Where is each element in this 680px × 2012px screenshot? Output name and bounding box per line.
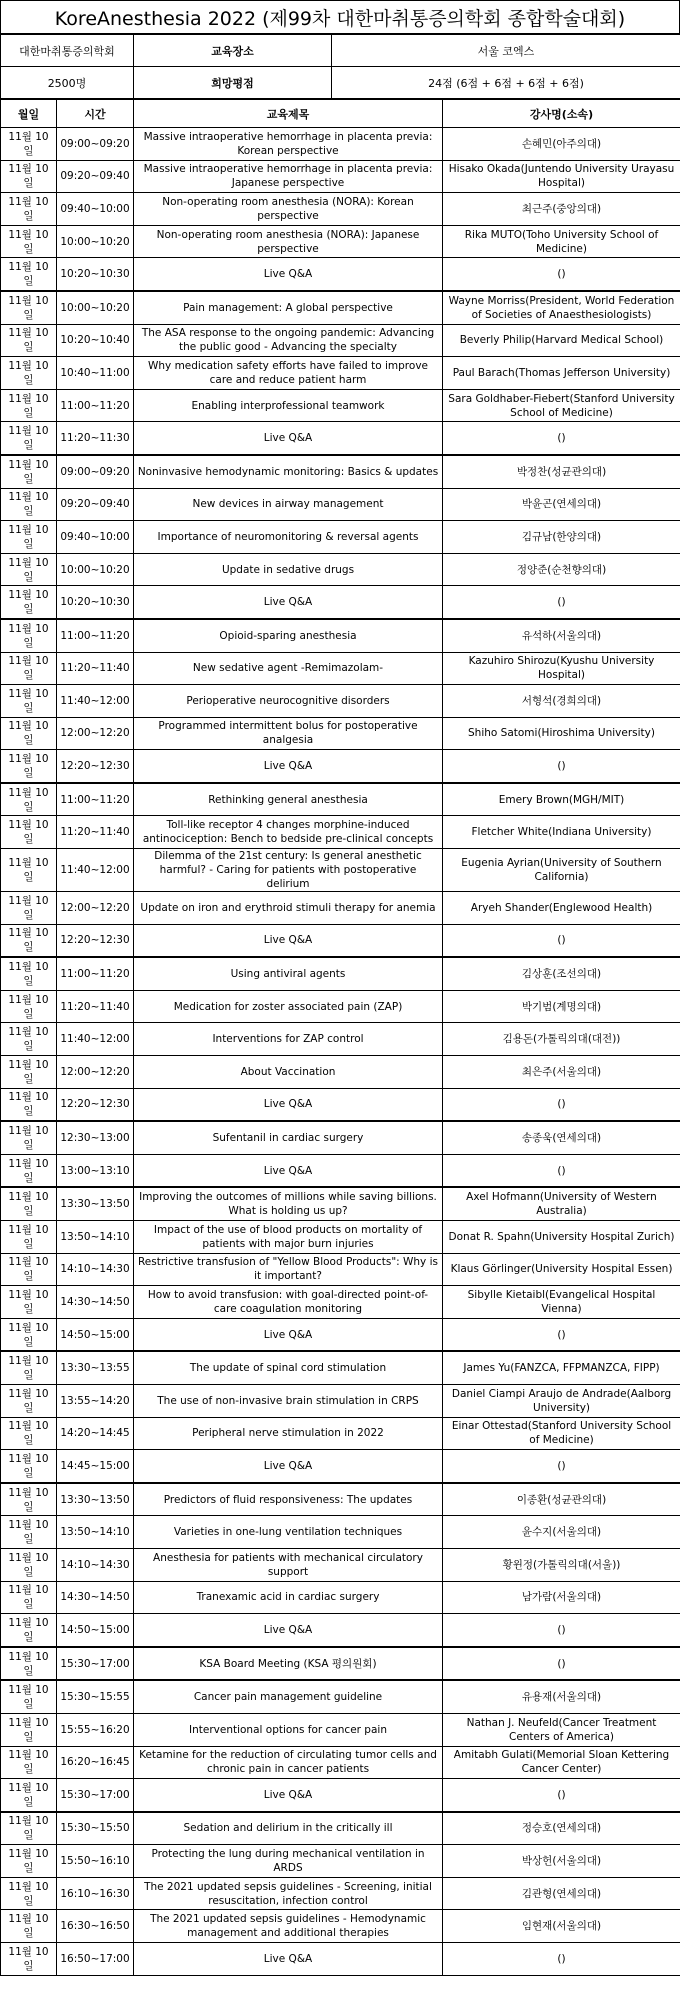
date-cell: 11월 10일 [1,892,57,925]
table-row [1,750,680,783]
info-table [0,34,680,99]
speaker-cell: James Yu(FANZCA, FFPMANZCA, FIPP) [443,1351,680,1384]
speaker-cell: Donat R. Spahn(University Hospital Zurich) [443,1221,680,1254]
date-cell: 11월 10일 [1,1450,57,1483]
table-row [1,1253,680,1286]
speaker-cell: 박상헌(서울의대) [443,1845,680,1878]
date-cell: 11월 10일 [1,1812,57,1845]
session-title-cell: Live Q&A [134,1318,443,1351]
session-title-cell: New devices in airway management [134,488,443,521]
table-row [1,816,680,849]
session-title-cell: Live Q&A [134,586,443,619]
table-row [1,193,680,226]
table-row [1,924,680,957]
time-cell: 13:50~14:10 [57,1516,134,1549]
table-row [1,1845,680,1878]
time-cell: 12:20~12:30 [57,1088,134,1121]
date-cell: 11월 10일 [1,750,57,783]
session-title-cell: Ketamine for the reduction of circulating tumor cells and chronic pain in cancer patients [134,1746,443,1779]
time-cell: 09:20~09:40 [57,160,134,193]
speaker-cell: 최근주(중앙의대) [443,193,680,226]
speaker-cell: 유용재(서울의대) [443,1680,680,1713]
session-title-cell: Pain management: A global perspective [134,291,443,324]
session-title-cell: Medication for zoster associated pain (ZAP) [134,990,443,1023]
session-title-cell: Live Q&A [134,1154,443,1187]
speaker-cell: 황윈정(가톨릭의대(서울)) [443,1548,680,1581]
table-row [1,1910,680,1943]
session-title-cell: Live Q&A [134,750,443,783]
time-cell: 11:00~11:20 [57,957,134,990]
session-title-cell: Live Q&A [134,422,443,455]
session-title-cell: Non-operating room anesthesia (NORA): Korean perspective [134,193,443,226]
time-cell: 16:20~16:45 [57,1746,134,1779]
credit-label: 희망평점 [134,67,332,99]
table-row [1,717,680,750]
date-cell: 11월 10일 [1,1877,57,1910]
speaker-cell: 남가람(서울의대) [443,1581,680,1614]
time-cell: 14:45~15:00 [57,1450,134,1483]
date-cell: 11월 10일 [1,1910,57,1943]
date-cell: 11월 10일 [1,1351,57,1384]
date-cell: 11월 10일 [1,1088,57,1121]
date-cell: 11월 10일 [1,1943,57,1976]
time-cell: 10:20~10:40 [57,324,134,357]
time-cell: 13:00~13:10 [57,1154,134,1187]
date-cell: 11월 10일 [1,1253,57,1286]
date-cell: 11월 10일 [1,1483,57,1516]
date-cell: 11월 10일 [1,1647,57,1681]
schedule-rows [1,128,680,1976]
speaker-cell: 정양준(순천향의대) [443,553,680,586]
header-title: 교육제목 [134,100,443,128]
table-row [1,1121,680,1154]
speaker-cell: Wayne Morriss(President, World Federation of Societies of Anaesthesiologists) [443,291,680,324]
session-title-cell: The use of non-invasive brain stimulation in CRPS [134,1384,443,1417]
table-row [1,1088,680,1121]
speaker-cell: () [443,1450,680,1483]
speaker-cell: Shiho Satomi(Hiroshima University) [443,717,680,750]
session-title-cell: Importance of neuromonitoring & reversal agents [134,521,443,554]
speaker-cell: 서형석(경희의대) [443,685,680,718]
table-row [1,1548,680,1581]
speaker-cell: () [443,422,680,455]
date-cell: 11월 10일 [1,1318,57,1351]
speaker-cell: Einar Ottestad(Stanford University School of Medicine) [443,1417,680,1450]
speaker-cell: Axel Hofmann(University of Western Australia) [443,1187,680,1220]
session-title-cell: Why medication safety efforts have failed to improve care and reduce patient harm [134,357,443,390]
time-cell: 10:00~10:20 [57,553,134,586]
venue-value: 서울 코엑스 [332,35,680,67]
speaker-cell: 정승호(연세의대) [443,1812,680,1845]
date-cell: 11월 10일 [1,1713,57,1746]
session-title-cell: Opioid-sparing anesthesia [134,619,443,652]
date-cell: 11월 10일 [1,586,57,619]
session-title-cell: Non-operating room anesthesia (NORA): Japanese perspective [134,225,443,258]
table-row [1,586,680,619]
time-cell: 11:20~11:40 [57,990,134,1023]
time-cell: 13:55~14:20 [57,1384,134,1417]
organizer-cell: 대한마취통증의학회 [1,35,134,67]
speaker-cell: Kazuhiro Shirozu(Kyushu University Hospital) [443,652,680,685]
time-cell: 10:20~10:30 [57,586,134,619]
attendees-cell: 2500명 [1,67,134,99]
session-title-cell: Live Q&A [134,1779,443,1812]
speaker-cell: Emery Brown(MGH/MIT) [443,783,680,816]
table-row [1,1713,680,1746]
session-title-cell: Anesthesia for patients with mechanical circulatory support [134,1548,443,1581]
table-row [1,1680,680,1713]
time-cell: 11:20~11:30 [57,422,134,455]
date-cell: 11월 10일 [1,1384,57,1417]
date-cell: 11월 10일 [1,455,57,488]
table-row [1,685,680,718]
date-cell: 11월 10일 [1,1154,57,1187]
time-cell: 09:40~10:00 [57,193,134,226]
time-cell: 15:50~16:10 [57,1845,134,1878]
session-title-cell: Live Q&A [134,1614,443,1647]
date-cell: 11월 10일 [1,1286,57,1319]
header-speaker: 강사명(소속) [443,100,680,128]
time-cell: 13:50~14:10 [57,1221,134,1254]
date-cell: 11월 10일 [1,128,57,161]
time-cell: 09:40~10:00 [57,521,134,554]
session-title-cell: The 2021 updated sepsis guidelines - Screening, initial resuscitation, infection control [134,1877,443,1910]
date-cell: 11월 10일 [1,1845,57,1878]
table-row [1,455,680,488]
time-cell: 11:00~11:20 [57,619,134,652]
session-title-cell: Predictors of fluid responsiveness: The updates [134,1483,443,1516]
time-cell: 15:30~15:55 [57,1680,134,1713]
table-row [1,892,680,925]
date-cell: 11월 10일 [1,1023,57,1056]
table-row [1,1384,680,1417]
date-cell: 11월 10일 [1,521,57,554]
date-cell: 11월 10일 [1,1581,57,1614]
session-title-cell: Sedation and delirium in the critically ill [134,1812,443,1845]
date-cell: 11월 10일 [1,1614,57,1647]
date-cell: 11월 10일 [1,1221,57,1254]
table-row [1,957,680,990]
speaker-cell: Paul Barach(Thomas Jefferson University) [443,357,680,390]
table-row [1,160,680,193]
date-cell: 11월 10일 [1,357,57,390]
time-cell: 14:30~14:50 [57,1581,134,1614]
session-title-cell: Varieties in one-lung ventilation techniques [134,1516,443,1549]
date-cell: 11월 10일 [1,619,57,652]
date-cell: 11월 10일 [1,652,57,685]
date-cell: 11월 10일 [1,1746,57,1779]
table-row [1,488,680,521]
table-row [1,1483,680,1516]
table-row [1,225,680,258]
session-title-cell: Enabling interprofessional teamwork [134,389,443,422]
speaker-cell: 임현재(서울의대) [443,1910,680,1943]
table-row [1,1286,680,1319]
speaker-cell: () [443,1318,680,1351]
time-cell: 10:20~10:30 [57,258,134,291]
table-row [1,1351,680,1384]
date-cell: 11월 10일 [1,553,57,586]
speaker-cell: () [443,1647,680,1681]
time-cell: 15:55~16:20 [57,1713,134,1746]
table-row [1,1450,680,1483]
date-cell: 11월 10일 [1,1121,57,1154]
time-cell: 13:30~13:55 [57,1351,134,1384]
date-cell: 11월 10일 [1,783,57,816]
session-title-cell: Interventions for ZAP control [134,1023,443,1056]
date-cell: 11월 10일 [1,389,57,422]
table-row [1,1318,680,1351]
time-cell: 11:40~12:00 [57,849,134,892]
speaker-cell: 최은주(서울의대) [443,1056,680,1089]
time-cell: 10:40~11:00 [57,357,134,390]
session-title-cell: About Vaccination [134,1056,443,1089]
header-date: 월일 [1,100,57,128]
time-cell: 14:20~14:45 [57,1417,134,1450]
speaker-cell: () [443,258,680,291]
time-cell: 16:30~16:50 [57,1910,134,1943]
speaker-cell: Sibylle Kietaibl(Evangelical Hospital Vienna) [443,1286,680,1319]
session-title-cell: KSA Board Meeting (KSA 평의원회) [134,1647,443,1681]
date-cell: 11월 10일 [1,225,57,258]
table-row [1,990,680,1023]
session-title-cell: Noninvasive hemodynamic monitoring: Basics & updates [134,455,443,488]
session-title-cell: Live Q&A [134,1450,443,1483]
table-row [1,619,680,652]
session-title-cell: Perioperative neurocognitive disorders [134,685,443,718]
date-cell: 11월 10일 [1,1680,57,1713]
session-title-cell: Live Q&A [134,258,443,291]
date-cell: 11월 10일 [1,1548,57,1581]
speaker-cell: Eugenia Ayrian(University of Southern California) [443,849,680,892]
table-row [1,1746,680,1779]
time-cell: 11:00~11:20 [57,389,134,422]
session-title-cell: Dilemma of the 21st century: Is general anesthetic harmful? - Caring for patients with postoperative delirium [134,849,443,892]
session-title-cell: Tranexamic acid in cardiac surgery [134,1581,443,1614]
table-row [1,849,680,892]
header-time: 시간 [57,100,134,128]
session-title-cell: Toll-like receptor 4 changes morphine-induced antinociception: Bench to bedside pre-clinical concepts [134,816,443,849]
speaker-cell: 박정찬(성균관의대) [443,455,680,488]
time-cell: 12:20~12:30 [57,750,134,783]
speaker-cell: Klaus Görlinger(University Hospital Essen) [443,1253,680,1286]
table-row [1,1943,680,1976]
speaker-cell: () [443,1088,680,1121]
speaker-cell: Nathan J. Neufeld(Cancer Treatment Centers of America) [443,1713,680,1746]
time-cell: 12:00~12:20 [57,1056,134,1089]
time-cell: 12:20~12:30 [57,924,134,957]
session-title-cell: Rethinking general anesthesia [134,783,443,816]
time-cell: 10:00~10:20 [57,291,134,324]
date-cell: 11월 10일 [1,160,57,193]
date-cell: 11월 10일 [1,258,57,291]
date-cell: 11월 10일 [1,1056,57,1089]
session-title-cell: Impact of the use of blood products on mortality of patients with major burn injuries [134,1221,443,1254]
session-title-cell: Update on iron and erythroid stimuli therapy for anemia [134,892,443,925]
table-row [1,1516,680,1549]
table-row [1,1581,680,1614]
time-cell: 11:20~11:40 [57,652,134,685]
speaker-cell: Beverly Philip(Harvard Medical School) [443,324,680,357]
date-cell: 11월 10일 [1,957,57,990]
date-cell: 11월 10일 [1,1187,57,1220]
time-cell: 13:30~13:50 [57,1187,134,1220]
session-title-cell: The update of spinal cord stimulation [134,1351,443,1384]
time-cell: 16:50~17:00 [57,1943,134,1976]
time-cell: 10:00~10:20 [57,225,134,258]
session-title-cell: The 2021 updated sepsis guidelines - Hemodynamic management and additional therapies [134,1910,443,1943]
table-row [1,389,680,422]
table-row [1,291,680,324]
date-cell: 11월 10일 [1,291,57,324]
date-cell: 11월 10일 [1,717,57,750]
table-row [1,1812,680,1845]
date-cell: 11월 10일 [1,924,57,957]
session-title-cell: Peripheral nerve stimulation in 2022 [134,1417,443,1450]
time-cell: 11:40~12:00 [57,1023,134,1056]
schedule-table [0,99,680,1976]
speaker-cell: 박기범(계명의대) [443,990,680,1023]
speaker-cell: () [443,1614,680,1647]
speaker-cell: 박윤곤(연세의대) [443,488,680,521]
session-title-cell: Cancer pain management guideline [134,1680,443,1713]
date-cell: 11월 10일 [1,685,57,718]
speaker-cell: () [443,1154,680,1187]
credit-value: 24점 (6점 + 6점 + 6점 + 6점) [332,67,680,99]
table-row [1,422,680,455]
session-title-cell: Massive intraoperative hemorrhage in placenta previa: Korean perspective [134,128,443,161]
table-row [1,1056,680,1089]
speaker-cell: 김관형(연세의대) [443,1877,680,1910]
date-cell: 11월 10일 [1,324,57,357]
table-row [1,1023,680,1056]
date-cell: 11월 10일 [1,990,57,1023]
speaker-cell: Fletcher White(Indiana University) [443,816,680,849]
session-title-cell: Update in sedative drugs [134,553,443,586]
session-title-cell: Massive intraoperative hemorrhage in placenta previa: Japanese perspective [134,160,443,193]
speaker-cell: 윤수지(서울의대) [443,1516,680,1549]
table-row [1,1154,680,1187]
session-title-cell: The ASA response to the ongoing pandemic: Advancing the public good - Advancing the specialty [134,324,443,357]
session-title-cell: Using antiviral agents [134,957,443,990]
speaker-cell: Hisako Okada(Juntendo University Urayasu Hospital) [443,160,680,193]
header-row [1,100,680,128]
time-cell: 14:50~15:00 [57,1318,134,1351]
time-cell: 11:20~11:40 [57,816,134,849]
time-cell: 09:00~09:20 [57,455,134,488]
speaker-cell: () [443,1779,680,1812]
table-row [1,783,680,816]
session-title-cell: New sedative agent -Remimazolam- [134,652,443,685]
session-title-cell: Restrictive transfusion of "Yellow Blood Products": Why is it important? [134,1253,443,1286]
time-cell: 11:40~12:00 [57,685,134,718]
time-cell: 14:30~14:50 [57,1286,134,1319]
table-row [1,553,680,586]
time-cell: 09:20~09:40 [57,488,134,521]
date-cell: 11월 10일 [1,1516,57,1549]
session-title-cell: Improving the outcomes of millions while saving billions. What is holding us up? [134,1187,443,1220]
table-row [1,357,680,390]
table-row [1,1647,680,1681]
session-title-cell: Live Q&A [134,1088,443,1121]
time-cell: 11:00~11:20 [57,783,134,816]
time-cell: 13:30~13:50 [57,1483,134,1516]
table-row [1,1187,680,1220]
speaker-cell: 김용돈(가톨릭의대(대전)) [443,1023,680,1056]
time-cell: 14:50~15:00 [57,1614,134,1647]
time-cell: 15:30~17:00 [57,1779,134,1812]
speaker-cell: 김상훈(조선의대) [443,957,680,990]
speaker-cell: 송종욱(연세의대) [443,1121,680,1154]
session-title-cell: Programmed intermittent bolus for postoperative analgesia [134,717,443,750]
table-row [1,258,680,291]
table-row [1,1221,680,1254]
table-row [1,1877,680,1910]
speaker-cell: 손혜민(아주의대) [443,128,680,161]
time-cell: 12:00~12:20 [57,717,134,750]
speaker-cell: () [443,586,680,619]
time-cell: 12:30~13:00 [57,1121,134,1154]
date-cell: 11월 10일 [1,816,57,849]
table-row [1,521,680,554]
session-title-cell: Sufentanil in cardiac surgery [134,1121,443,1154]
date-cell: 11월 10일 [1,422,57,455]
table-row [1,128,680,161]
table-row [1,1614,680,1647]
table-row [1,1417,680,1450]
time-cell: 16:10~16:30 [57,1877,134,1910]
speaker-cell: Sara Goldhaber-Fiebert(Stanford University School of Medicine) [443,389,680,422]
date-cell: 11월 10일 [1,849,57,892]
time-cell: 15:30~17:00 [57,1647,134,1681]
speaker-cell: 유석하(서울의대) [443,619,680,652]
table-row [1,652,680,685]
venue-label: 교육장소 [134,35,332,67]
speaker-cell: Daniel Ciampi Araujo de Andrade(Aalborg University) [443,1384,680,1417]
speaker-cell: Rika MUTO(Toho University School of Medicine) [443,225,680,258]
session-title-cell: Interventional options for cancer pain [134,1713,443,1746]
speaker-cell: Amitabh Gulati(Memorial Sloan Kettering Cancer Center) [443,1746,680,1779]
time-cell: 14:10~14:30 [57,1253,134,1286]
session-title-cell: Live Q&A [134,924,443,957]
session-title-cell: Protecting the lung during mechanical ventilation in ARDS [134,1845,443,1878]
date-cell: 11월 10일 [1,488,57,521]
date-cell: 11월 10일 [1,1779,57,1812]
speaker-cell: () [443,1943,680,1976]
speaker-cell: 이종환(성균관의대) [443,1483,680,1516]
speaker-cell: () [443,924,680,957]
time-cell: 12:00~12:20 [57,892,134,925]
table-row [1,324,680,357]
date-cell: 11월 10일 [1,193,57,226]
time-cell: 15:30~15:50 [57,1812,134,1845]
time-cell: 14:10~14:30 [57,1548,134,1581]
time-cell: 09:00~09:20 [57,128,134,161]
speaker-cell: 김규남(한양의대) [443,521,680,554]
session-title-cell: Live Q&A [134,1943,443,1976]
table-row [1,1779,680,1812]
date-cell: 11월 10일 [1,1417,57,1450]
speaker-cell: Aryeh Shander(Englewood Health) [443,892,680,925]
speaker-cell: () [443,750,680,783]
session-title-cell: How to avoid transfusion: with goal-directed point-of-care coagulation monitoring [134,1286,443,1319]
document-title: KoreAnesthesia 2022 (제99차 대한마취통증의학회 종합학술대회) [0,0,680,34]
